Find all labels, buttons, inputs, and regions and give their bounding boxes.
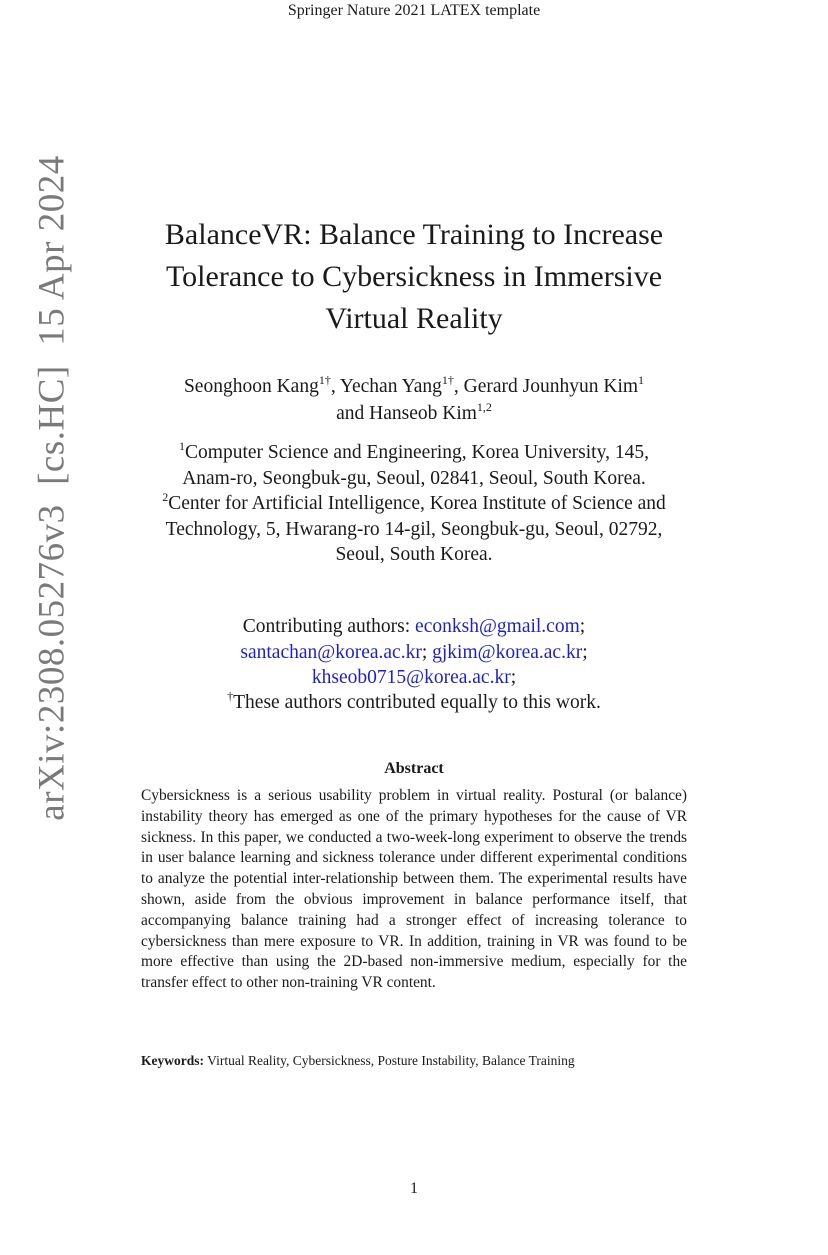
running-title: Springer Nature 2021 LATEX template	[287, 2, 541, 19]
keywords-label: Keywords:	[141, 1053, 204, 1068]
email-separator: ;	[421, 641, 428, 663]
keywords	[141, 1052, 687, 1070]
affiliation-number: 2	[162, 490, 169, 504]
affiliation-line	[110, 491, 718, 517]
title-line: Tolerance to Cybersickness in Immersive	[165, 260, 663, 293]
author-name: Gerard Jounhyun Kim	[463, 376, 639, 397]
affiliation-text: Center for Artificial Intelligence, Korea Institute of Science and	[168, 493, 666, 514]
email-link[interactable]: gjkim@korea.ac.kr	[432, 641, 583, 663]
email-link[interactable]: khseob0715@korea.ac.kr	[311, 667, 511, 688]
abstract-heading: Abstract	[384, 760, 444, 777]
arxiv-stamp-text: arXiv:2308.05276v3 [cs.HC] 15 Apr 2024	[31, 155, 73, 821]
affiliations	[110, 440, 718, 568]
affiliation-line	[110, 440, 718, 466]
contrib-line-3	[110, 665, 718, 691]
page-number: 1	[410, 1180, 418, 1197]
author-separator: ,	[453, 376, 464, 397]
running-header	[0, 0, 828, 22]
author-conjunction: and	[336, 403, 370, 424]
title-line: Virtual Reality	[325, 302, 503, 335]
email-link[interactable]: santachan@korea.ac.kr	[240, 641, 422, 663]
arxiv-identifier-stamp	[31, 155, 74, 820]
author-line-1	[110, 373, 718, 400]
email-link[interactable]: econksh@gmail.com	[415, 616, 580, 637]
equal-contribution-note	[110, 690, 718, 716]
paper-title	[110, 214, 718, 340]
author-affiliation-mark: 1†	[441, 373, 454, 387]
affiliation-line	[110, 517, 718, 543]
author-affiliation-mark: 1	[638, 373, 645, 387]
contributing-authors	[110, 614, 718, 691]
contributing-label: Contributing authors:	[242, 616, 416, 637]
email-separator: ;	[579, 616, 586, 637]
abstract-text: Cybersickness is a serious usability problem in virtual reality. Postural (or balance) instability theory has emerged as one of the primary hypotheses for the cause of VR sickness. In this paper, we conducted a two-week-long experiment to observe the trends in user balance learning and sickness tolerance under different experimental conditions to analyze the potential inter-relationship between them. The experimental results have shown, aside from the obvious improvement in balance performance itself, that accompanying balance training had a stronger effect of increasing tolerance to cybersickness than mere exposure to VR. In addition, training in VR was found to be more effective than using the 2D-based non-immersive medium, especially for the transfer effect to other non-training VR content.	[141, 787, 687, 992]
dagger-mark: †	[227, 689, 234, 703]
author-affiliation-mark: 1,2	[476, 400, 492, 414]
affiliation-line	[110, 542, 718, 568]
author-line-2	[110, 400, 718, 427]
affiliation-line	[110, 466, 718, 492]
contrib-line-2	[110, 640, 718, 666]
author-name: Yechan Yang	[339, 376, 442, 397]
author-name: Hanseob Kim	[369, 403, 477, 424]
author-affiliation-mark: 1†	[318, 373, 331, 387]
author-list	[110, 373, 718, 427]
affiliation-number: 1	[179, 439, 186, 453]
title-line: BalanceVR: Balance Training to Increase	[164, 218, 664, 251]
affiliation-text: Anam-ro, Seongbuk-gu, Seoul, 02841, Seoul, South Korea.	[182, 467, 646, 489]
affiliation-text: Technology, 5, Hwarang-ro 14-gil, Seongbuk-gu, Seoul, 02792,	[165, 518, 663, 540]
author-name: Seonghoon Kang	[183, 376, 319, 397]
contrib-line-1	[110, 614, 718, 640]
keywords-text: Virtual Reality, Cybersickness, Posture Instability, Balance Training	[207, 1053, 575, 1068]
author-separator: ,	[330, 376, 340, 397]
equal-contribution-text: These authors contributed equally to this work.	[233, 692, 601, 713]
affiliation-text: Computer Science and Engineering, Korea University, 145,	[185, 442, 649, 463]
email-separator: ;	[510, 667, 517, 688]
email-separator: ;	[582, 641, 588, 663]
affiliation-text: Seoul, South Korea.	[335, 544, 493, 565]
